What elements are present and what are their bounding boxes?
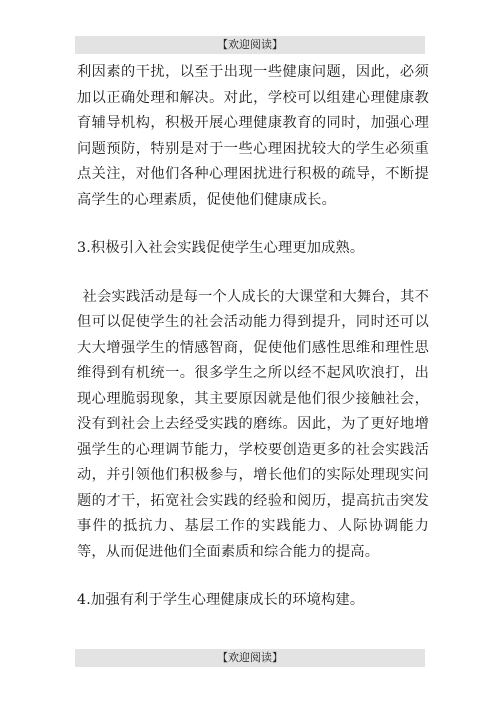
paragraph-social-practice: 社会实践活动是每一个人成长的大课堂和大舞台，其不但可以促使学生的社会活动能力得到提升，同时还可以大大增强学生的情感智商，促使他们感性思维和理性思维得到有机统一。很多学生之所以经不起风吹浪打，出现心理脆弱现象，其主要原因就是他们很少接触社会，没有到社会上去经受实践的磨练。因此，为了更好地增强学生的心理调节能力，学校要创造更多的社会实践活动，并引领他们积极参与，增长他们的实际处理现实问题的才干，拓宽社会实践的经验和阅历，提高抗击突发事件的抵抗力、基层工作的实践能力、人际协调能力等，从而促进他们全面素质和综合能力的提高。 xyxy=(77,288,429,560)
header-banner: 【欢迎阅读】 xyxy=(75,36,425,54)
document-body xyxy=(77,60,429,614)
paragraph-continued: 利因素的干扰，以至于出现一些健康问题，因此，必须加以正确处理和解决。对此，学校可以组建心理健康教育辅导机构，积极开展心理健康教育的同时，加强心理问题预防，特别是对于一些心理困扰较大的学生必须重点关注，对他们各种心理困扰进行积极的疏导，不断提高学生的心理素质，促使他们健康成长。 xyxy=(77,64,429,208)
section-heading-3: 3.积极引入社会实践促使学生心理更加成熟。 xyxy=(77,240,365,256)
footer-banner: 【欢迎阅读】 xyxy=(75,649,425,667)
section-heading-4: 4.加强有利于学生心理健康成长的环境构建。 xyxy=(77,592,365,608)
